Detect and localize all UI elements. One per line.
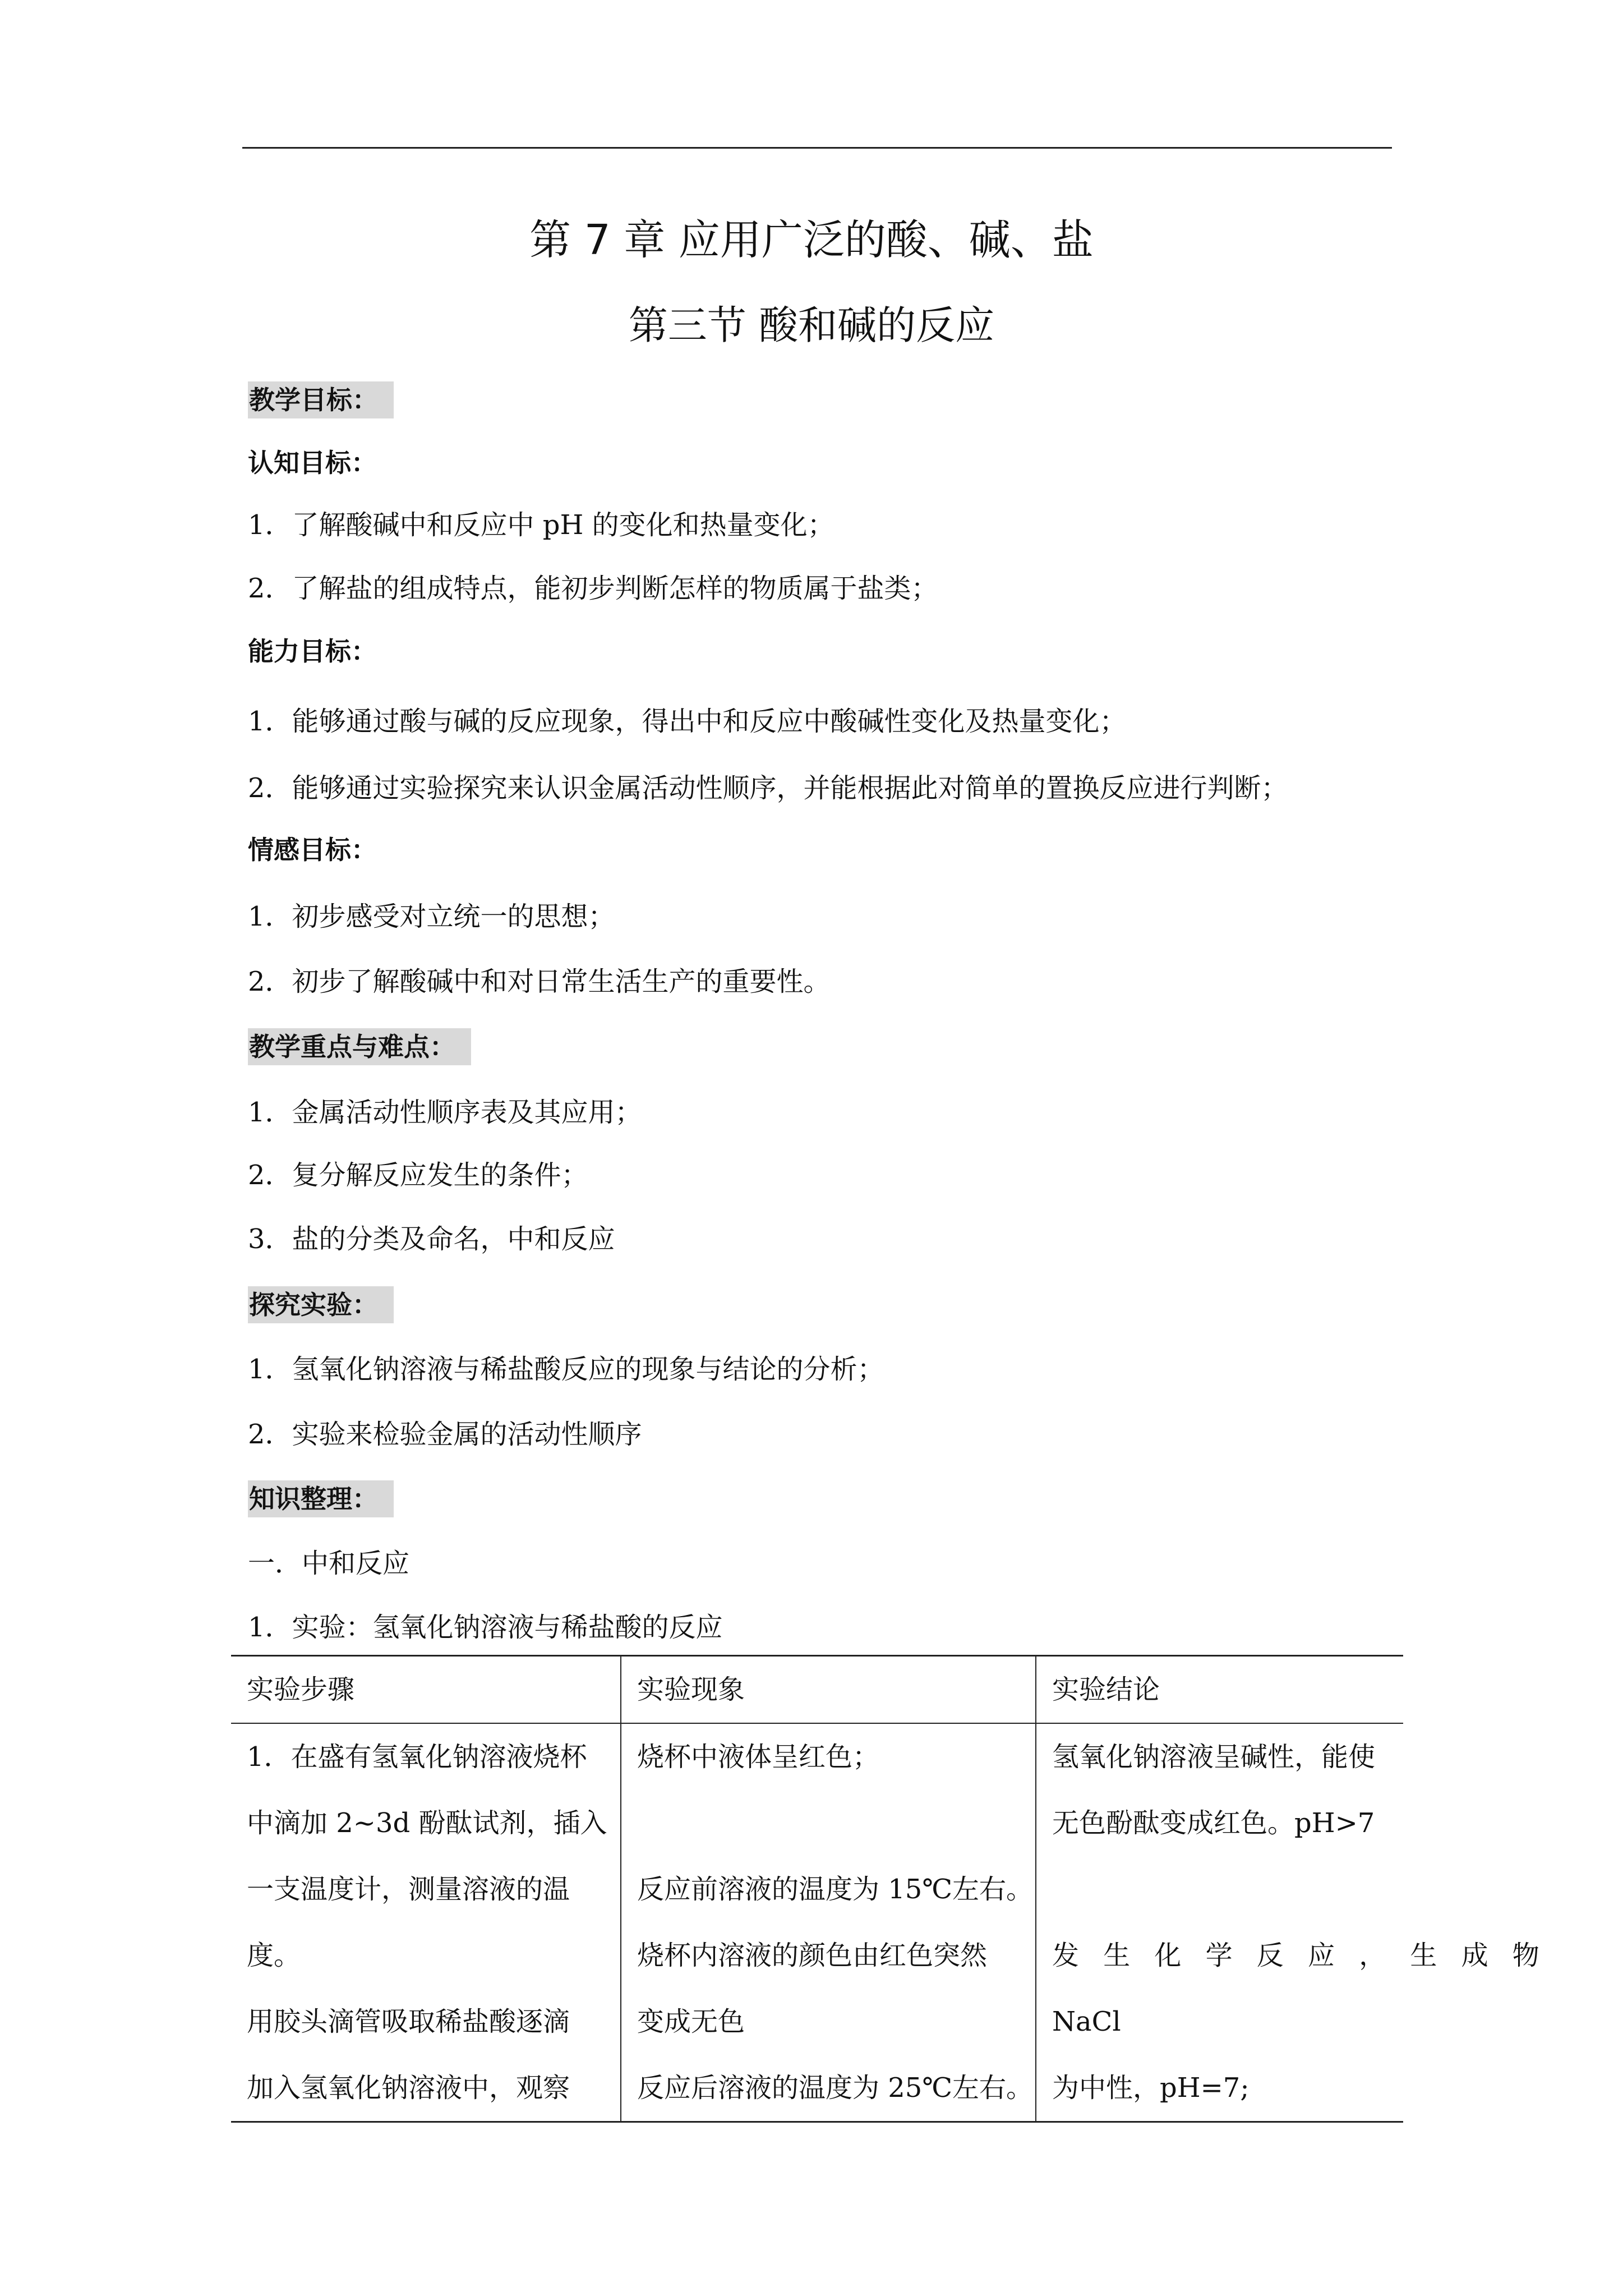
section-title: 第三节 酸和碱的反应 [628,302,995,348]
knowledge-heading: 知识整理： [248,1481,394,1517]
experiment-table [231,1655,1564,2123]
conclusion-line: 为中性，pH=7; [1052,2072,1249,2104]
key-points-heading: 教学重点与难点： [248,1029,471,1065]
conclusion-line [1052,1856,1387,1922]
steps-cell [231,1723,621,2122]
phenomena-line [637,1790,1020,1856]
cognitive-goals-heading: 认知目标： [248,448,377,478]
ability-goal-item: 1．能够通过酸与碱的反应现象，得出中和反应中酸碱性变化及热量变化； [248,706,1127,737]
steps-line: 度。 [247,1940,301,1971]
emotional-goal-item: 1．初步感受对立统一的思想； [248,901,615,932]
table-row [231,1723,1403,2122]
steps-line: 中滴加 2~3d 酚酞试剂，插入 [247,1807,607,1839]
key-point-item: 3．盐的分类及命名，中和反应 [248,1223,615,1255]
chapter-title: 第 7 章 应用广泛的酸、碱、盐 [529,216,1094,264]
cognitive-goal-item: 1．了解酸碱中和反应中 pH 的变化和热量变化； [248,509,834,541]
emotional-goals-heading: 情感目标： [248,835,377,865]
header-steps: 实验步骤 [247,1674,355,1705]
header-rule [242,147,1392,149]
conclusion-line: 氢氧化钠溶液呈碱性，能使 [1052,1741,1376,1773]
phenomena-line: 反应后溶液的温度为 25℃左右。 [637,2072,1034,2104]
steps-line: 1．在盛有氢氧化钠溶液烧杯 [247,1741,587,1773]
ability-goals-heading: 能力目标： [248,636,377,666]
phenomena-line: 变成无色 [637,2006,745,2037]
experiments-heading: 探究实验： [248,1287,394,1323]
teaching-goals-heading: 教学目标： [248,382,394,418]
key-point-item: 1．金属活动性顺序表及其应用； [248,1097,642,1128]
steps-line: 加入氢氧化钠溶液中，观察 [247,2072,570,2104]
phenomena-line: 烧杯中液体呈红色； [637,1741,880,1773]
experiment-title: 1．实验：氢氧化钠溶液与稀盐酸的反应 [248,1612,723,1643]
ability-goal-item: 2．能够通过实验探究来认识金属活动性顺序，并能根据此对简单的置换反应进行判断； [248,772,1288,804]
conclusion-line: 无色酚酞变成红色。pH>7 [1052,1807,1375,1839]
header-conclusion: 实验结论 [1036,1656,1403,1724]
table-header-row [231,1656,1403,1724]
header-phenomena: 实验现象 [621,1656,1036,1724]
phenomena-line: 烧杯内溶液的颜色由红色突然 [637,1940,988,1971]
key-point-item: 2．复分解反应发生的条件； [248,1159,588,1191]
steps-line: 用胶头滴管吸取稀盐酸逐滴 [247,2006,570,2037]
conclusion-line: 发生化学反应，生成物 [1052,1940,1564,1971]
cognitive-goal-item: 2．了解盐的组成特点，能初步判断怎样的物质属于盐类； [248,573,938,604]
conclusion-cell [1036,1723,1564,2122]
experiment-item: 1．氢氧化钠溶液与稀盐酸反应的现象与结论的分析； [248,1354,884,1385]
phenomena-line: 反应前溶液的温度为 15℃左右。 [637,1874,1034,1905]
experiment-item: 2．实验来检验金属的活动性顺序 [248,1419,642,1450]
emotional-goal-item: 2．初步了解酸碱中和对日常生活生产的重要性。 [248,966,831,997]
steps-line: 一支温度计，测量溶液的温 [247,1874,570,1905]
neutralization-subsection: 一．中和反应 [248,1548,410,1579]
phenomena-cell [621,1723,1036,2122]
conclusion-line: NaCl [1052,2006,1121,2037]
